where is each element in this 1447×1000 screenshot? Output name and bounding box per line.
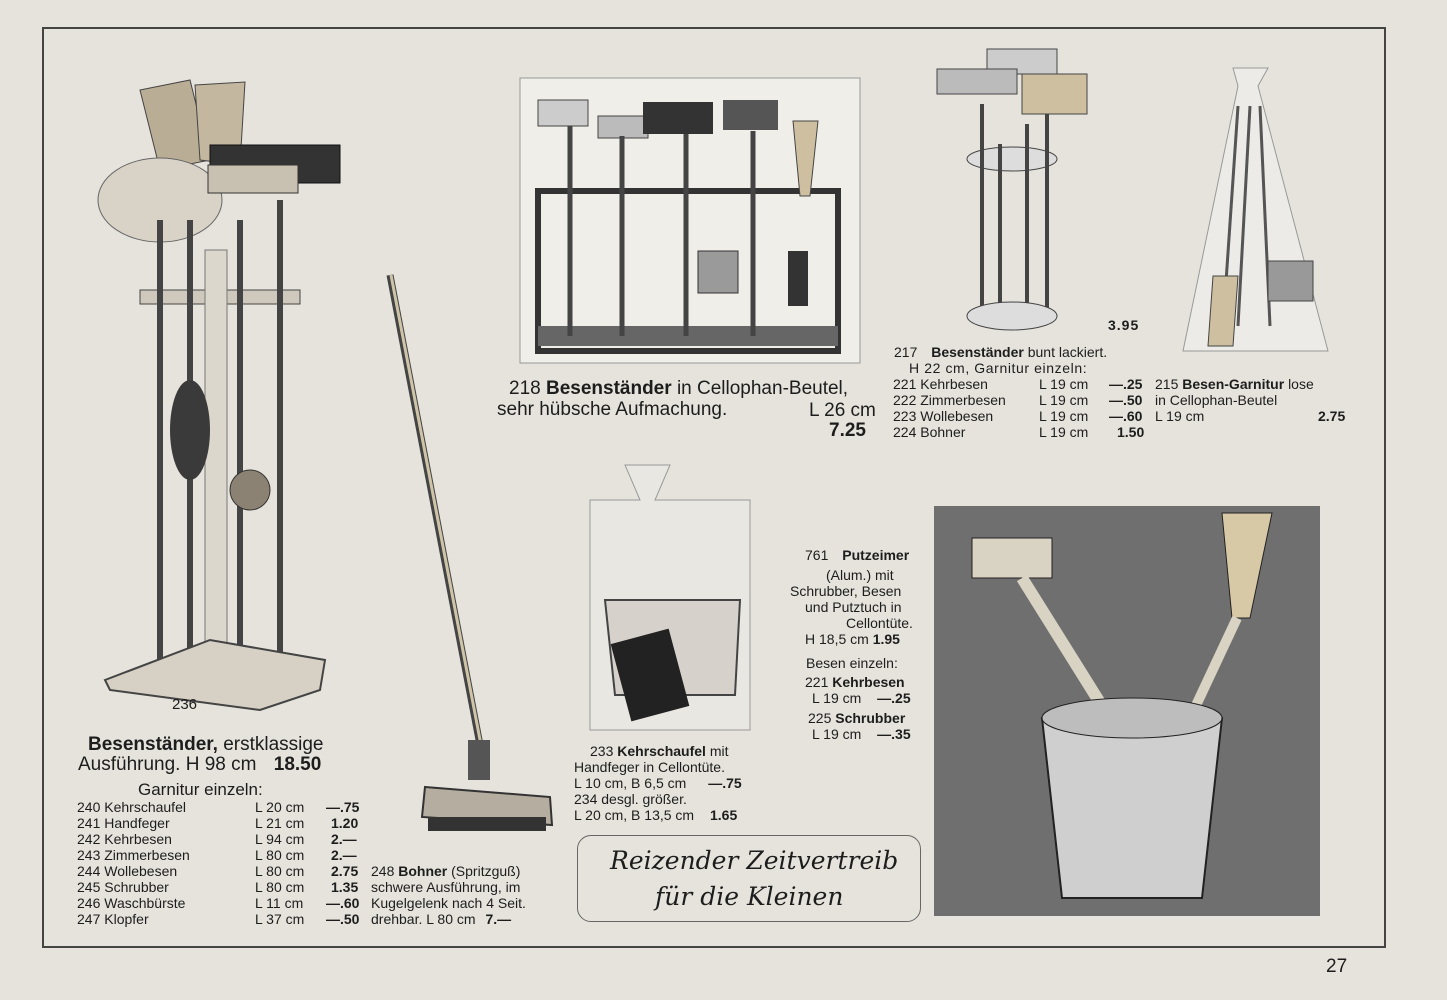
list-item: 222 Zimmerbesen [893,392,1006,408]
list-item-price: 1.35 [331,879,359,895]
item-234-line: 234 desgl. größer. [574,791,687,807]
item-233-line2: Handfeger in Cellontüte. [574,759,725,775]
broom-stand-218-illustration [518,76,863,366]
item-215-name: Besen-Garnitur [1182,376,1285,392]
list-item-price: —.25 [1109,376,1143,392]
item-217-name: Besenständer [931,344,1024,360]
list-item: 244 Wollebesen [77,863,178,879]
list-item-length: L 20 cm [255,799,305,815]
list-item-price: —.50 [326,911,360,927]
item-761-name: Putzeimer [842,547,910,563]
item-761-line6: H 18,5 cm 1.95 [805,631,900,647]
item-218-name: Besenständer [545,378,672,399]
item-217-line2: H 22 cm, Garnitur einzeln: [909,360,1088,376]
item-761-line7: Besen einzeln: [806,655,898,671]
list-item-length: L 19 cm [1039,392,1089,408]
item-233-price: —.75 [708,775,742,791]
list-item-price: —.60 [1109,408,1143,424]
list-item-price: 1.50 [1117,424,1145,440]
item-215-line2: in Cellophan-Beutel [1155,392,1278,408]
item-215-length: L 19 cm [1155,408,1205,424]
item-761-sub2: 225 Schrubber [808,710,906,726]
item-236-desc1: erstklassige [223,734,324,755]
list-item: 223 Wollebesen [893,408,994,424]
item-215-line1: 215 Besen-Garnitur lose [1155,376,1314,392]
page-number: 27 [1326,956,1348,977]
item-248-line3: Kugelgelenk nach 4 Seit. [371,895,526,911]
item-233-line1: 233 Kehrschaufel mit [590,743,729,759]
item-218-length: L 26 cm [809,400,876,421]
item-218-line1: 218 Besenständer in Cellophan-Beutel, [509,378,849,399]
item-236-desc2: Ausführung. H 98 cm [78,754,257,775]
list-item-length: L 11 cm [255,895,304,911]
list-item-price: 1.20 [331,815,359,831]
list-item-length: L 19 cm [1039,424,1089,440]
item-761-line2: (Alum.) mit [826,567,894,583]
list-item-price: —.50 [1109,392,1143,408]
item-248-line1: 248 Bohner (Spritzguß) [371,863,521,879]
item-217-line1: 217 Besenständer bunt lackiert. [894,344,1108,360]
list-item-length: L 80 cm [255,863,305,879]
list-item: 243 Zimmerbesen [77,847,190,863]
list-item: 245 Schrubber [77,879,169,895]
bucket-761-illustration [932,478,1322,918]
item-761-line5: Cellontüte. [846,615,913,631]
item-761-line3: Schrubber, Besen [790,583,902,599]
item-217-price: 3.95 [1108,317,1140,333]
list-item-length: L 80 cm [255,847,305,863]
broom-stand-217-illustration [932,44,1092,339]
list-item-price: —.60 [326,895,360,911]
item-761-line4: und Putztuch in [805,599,902,615]
list-item-length: L 80 cm [255,879,305,895]
list-item: 240 Kehrschaufel [77,799,186,815]
list-item-price: 2.— [331,847,357,863]
item-233-name: Kehrschaufel [617,743,706,759]
list-item-price: 2.75 [331,863,359,879]
list-item: 221 Kehrbesen [893,376,988,392]
item-215-price: 2.75 [1318,408,1346,424]
list-item-length: L 37 cm [255,911,305,927]
item-236-price: 18.50 [273,754,322,775]
item-761-price: 1.95 [872,631,900,647]
item-233-line3: L 10 cm, B 6,5 cm —.75 [574,775,742,791]
item-761-sub1-len: L 19 cm —.25 [812,690,911,706]
item-234-price: 1.65 [709,807,738,823]
broom-set-215-illustration [1178,66,1338,362]
item-248-price: 7.— [485,911,512,927]
list-item: 224 Bohner [893,424,966,440]
item-236-name: Besenständer, [88,734,218,755]
list-item-length: L 94 cm [255,831,305,847]
item-248-line2: schwere Ausführung, im [371,879,521,895]
slogan-line2: für die Kleinen [655,882,844,911]
dustpan-233-illustration [585,460,755,735]
list-item-length: L 19 cm [1039,408,1089,424]
item-218-line2: sehr hübsche Aufmachung. [497,399,728,420]
item-761-line1: 761 Putzeimer [805,547,910,563]
list-item: 247 Klopfer [77,911,149,927]
item-761-sub1: 221 Kehrbesen [805,674,905,690]
fig-236-label: 236 [172,696,198,713]
slogan-line1: Reizender Zeitvertreib [610,846,899,875]
item-761-sub2-len: L 19 cm —.35 [812,726,911,742]
list-item-length: L 19 cm [1039,376,1089,392]
item-234-line2: L 20 cm, B 13,5 cm 1.65 [574,807,738,823]
item-248-name: Bohner [398,863,448,879]
list-item: 246 Waschbürste [77,895,186,911]
list-item-price: —.75 [326,799,360,815]
broom-stand-236-illustration [80,70,360,720]
item-236-title [88,735,324,754]
list-item-price: 2.— [331,831,357,847]
item-236-line2 [78,755,321,774]
list-item: 242 Kehrbesen [77,831,172,847]
item-236-garnitur-heading: Garnitur einzeln: [138,780,263,799]
item-218-price: 7.25 [829,420,866,441]
item-248-line4: drehbar. L 80 cm 7.— [371,911,512,927]
list-item: 241 Handfeger [77,815,170,831]
list-item-length: L 21 cm [255,815,305,831]
